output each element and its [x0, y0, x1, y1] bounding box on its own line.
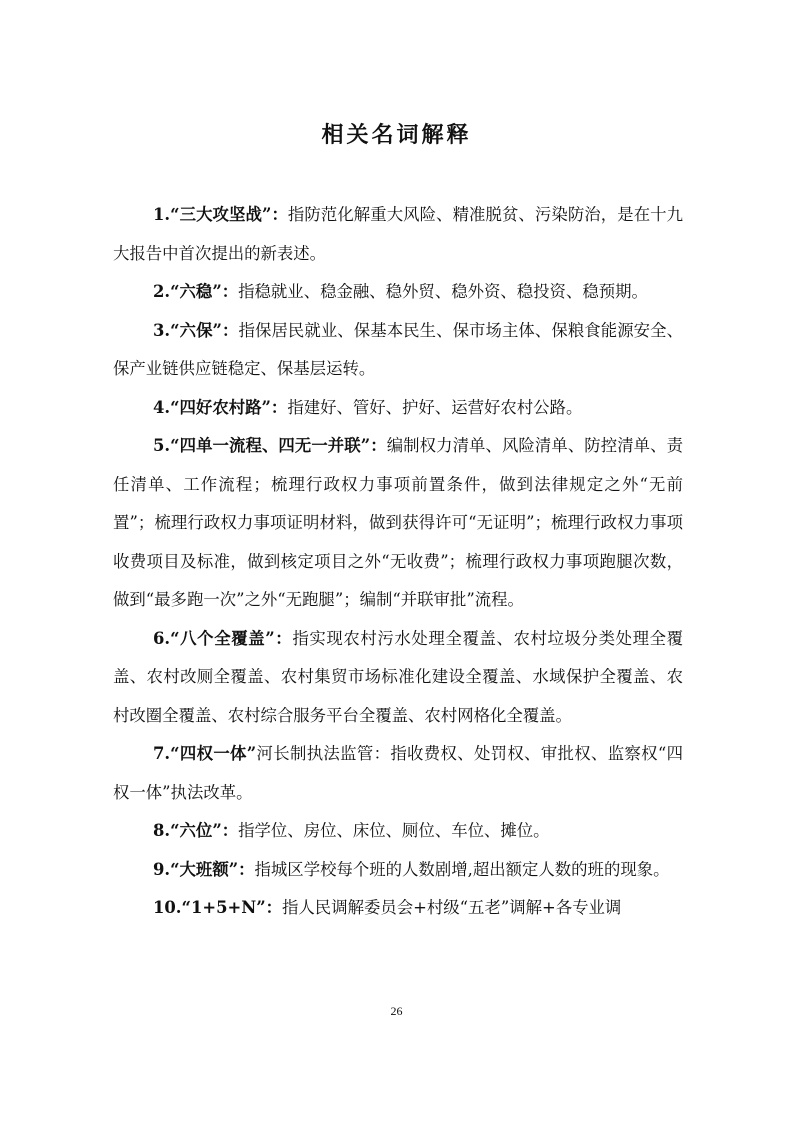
glossary-definition: 指实现农村污水处理全覆盖、农村垃圾分类处理全覆盖、农村改厕全覆盖、农村集贸市场标准化建设全覆盖、水域保护全覆盖、农村改圈全覆盖、农村综合服务平台全覆盖、农村网格化全覆盖。	[113, 628, 684, 725]
glossary-item-5	[113, 427, 683, 620]
glossary-definition: 河长制执法监管：指收费权、处罚权、审批权、监察权“四权一体”执法改革。	[113, 744, 683, 802]
glossary-term: 8.“六位”：	[153, 821, 239, 840]
glossary-definition: 指城区学校每个班的人数剧增,超出额定人数的班的现象。	[254, 859, 670, 879]
glossary-list	[113, 196, 683, 928]
page-number: 26	[390, 1004, 403, 1018]
glossary-item-6	[113, 620, 683, 736]
glossary-item-4	[113, 389, 683, 428]
glossary-term: 10.“1+5+N”：	[153, 898, 283, 917]
glossary-item-2	[113, 273, 683, 312]
glossary-term: 4.“四好农村路”：	[153, 397, 288, 417]
glossary-term: 2.“六稳”：	[153, 282, 239, 301]
glossary-term: 6.“八个全覆盖”：	[153, 628, 293, 648]
glossary-term: 7.“四权一体”	[153, 744, 257, 763]
glossary-item-1	[113, 196, 683, 273]
glossary-term: 5.“四单一流程、四无一并联”：	[153, 436, 387, 455]
glossary-item-8	[113, 812, 683, 851]
glossary-definition: 指学位、房位、床位、厕位、车位、摊位。	[238, 821, 550, 840]
glossary-definition: 指建好、管好、护好、运营好农村公路。	[287, 397, 583, 417]
glossary-definition: 指保居民就业、保基本民生、保市场主体、保粮食能源安全、保产业链供应链稳定、保基层运转。	[113, 320, 684, 378]
glossary-item-7	[113, 735, 683, 812]
page-title: 相关名词解释	[321, 123, 472, 148]
glossary-definition: 指人民调解委员会+村级“五老”调解+各专业调	[282, 898, 622, 917]
glossary-item-9	[113, 851, 683, 890]
glossary-term: 3.“六保”：	[153, 320, 239, 340]
glossary-term: 1.“三大攻坚战”：	[153, 205, 288, 224]
glossary-definition: 指防范化解重大风险、精准脱贫、污染防治，是在十九大报告中首次提出的新表述。	[113, 205, 684, 263]
glossary-item-10	[113, 889, 683, 928]
glossary-definition: 指稳就业、稳金融、稳外贸、稳外资、稳投资、稳预期。	[238, 282, 648, 301]
glossary-item-3	[113, 312, 683, 389]
glossary-term: 9.“大班额”：	[153, 859, 255, 879]
glossary-definition: 编制权力清单、风险清单、防控清单、责任清单、工作流程；梳理行政权力事项前置条件，做到法律规定之外“无前置”；梳理行政权力事项证明材料，做到获得许可“无证明”；梳理行政权力事项收费项目及标准，做到核定项目之外“无收费”；梳理行政权力事项跑腿次数，做到“最多跑一次”之外“无跑腿”；编制“并联审批”流程。	[113, 436, 684, 609]
